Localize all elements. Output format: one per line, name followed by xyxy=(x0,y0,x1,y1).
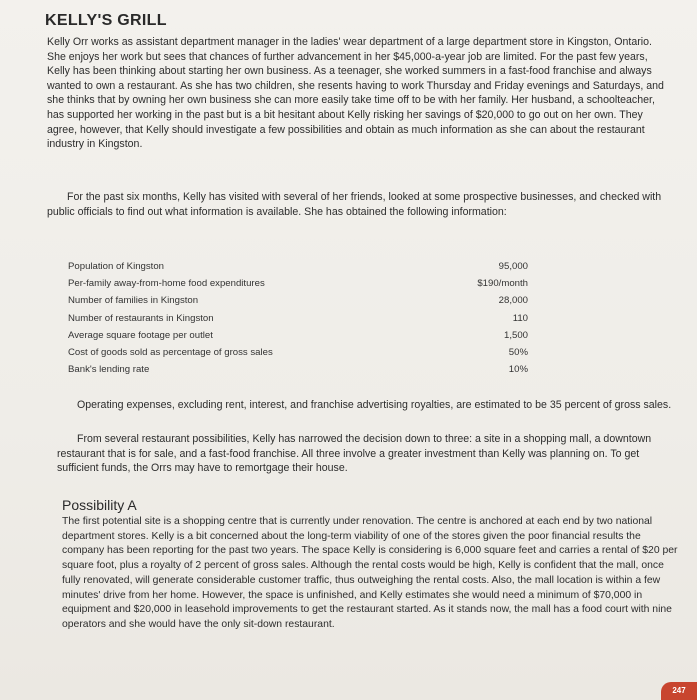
stat-label: Per-family away-from-home food expenditures xyxy=(68,278,265,290)
possibility-a-text: The first potential site is a shopping centre that is currently under renovation. The centre is anchored at each end by two national department stores. Kelly is a bit concerned about the long-term viability of one of the stores given the poor financial results the company has been reporting for the past two years. The space Kelly is considering is 6,000 square feet and carries a rental of $20 per square foot, plus a royalty of 2 percent of gross sales. Although the rental costs would be high, Kelly is confident that the mall, once fully renovated, will generate considerable customer traffic, thus outweighing the rental costs. Also, the mall location is within a few minutes' drive from her home. However, the space is unfinished, and Kelly estimates she would need a minimum of $70,000 in equipment and $20,000 in leasehold improvements to get the restaurant started. As it stands now, the mall has a food court with nine operators and she would have the only sit-down restaurant. xyxy=(62,516,678,630)
stat-value: 50% xyxy=(508,347,528,359)
intro-paragraph xyxy=(47,35,672,152)
stat-row xyxy=(68,292,528,309)
stat-row xyxy=(68,275,528,292)
stat-label: Population of Kingston xyxy=(68,261,165,273)
stat-row xyxy=(68,361,528,378)
research-paragraph xyxy=(47,190,672,219)
stat-value: 95,000 xyxy=(498,261,528,273)
stat-label: Number of families in Kingston xyxy=(68,295,199,307)
stat-row xyxy=(68,258,528,275)
stat-label: Number of restaurants in Kingston xyxy=(68,312,214,324)
stat-label: Average square footage per outlet xyxy=(68,329,213,341)
statistics-table xyxy=(68,258,528,378)
research-paragraph-text: For the past six months, Kelly has visited with several of her friends, looked at some prospective businesses, and checked with public officials to find out what information is available. She has obtained the following information: xyxy=(47,191,662,218)
section-heading: Possibility A xyxy=(62,497,137,513)
page-number-tab: 247 xyxy=(661,682,697,700)
stat-row xyxy=(68,344,528,361)
operating-expenses-paragraph xyxy=(57,398,679,413)
possibilities-paragraph xyxy=(57,432,679,476)
case-title: KELLY'S GRILL xyxy=(45,12,167,29)
stat-value: $190/month xyxy=(477,278,528,290)
stat-row xyxy=(68,327,528,344)
intro-paragraph-text: Kelly Orr works as assistant department manager in the ladies' wear department of a large department store in Kingston, Ontario. She enjoys her work but sees that chances of further advancement in her $45,000-a-year job are limited. For the past few years, Kelly has been thinking about starting her own business. As a teenager, she worked summers in a fast-food franchise and always wanted to own a restaurant. As she has two children, she resents having to work Thursday and Friday evenings and Saturdays, and she thinks that by owning her own business she can more easily take time off to be with her family. Her husband, a schoolteacher, has supported her working in the past but is a bit hesitant about Kelly risking her savings of $20,000 to go out on her own. They agree, however, that Kelly should investigate a few possibilities and obtain as much information as she can about the restaurant industry in Kingston. xyxy=(47,36,664,151)
possibility-a-paragraph xyxy=(62,515,682,633)
stat-value: 110 xyxy=(512,312,528,324)
possibilities-text: From several restaurant possibilities, Kelly has narrowed the decision down to three: a site in a shopping mall, a downtown restaurant that is for sale, and a fast-food franchise. All three involve a greater investment than Kelly was planning on. To get sufficient funds, the Orrs may have to remortgage their house. xyxy=(57,433,652,475)
stat-value: 28,000 xyxy=(498,295,528,307)
stat-label: Bank's lending rate xyxy=(68,364,150,376)
stat-value: 10% xyxy=(508,364,528,376)
operating-expenses-text: Operating expenses, excluding rent, interest, and franchise advertising royalties, are estimated to be 35 percent of gross sales. xyxy=(77,399,672,411)
stat-value: 1,500 xyxy=(503,329,528,341)
stat-label: Cost of goods sold as percentage of gross sales xyxy=(68,347,273,359)
stat-row xyxy=(68,310,528,327)
